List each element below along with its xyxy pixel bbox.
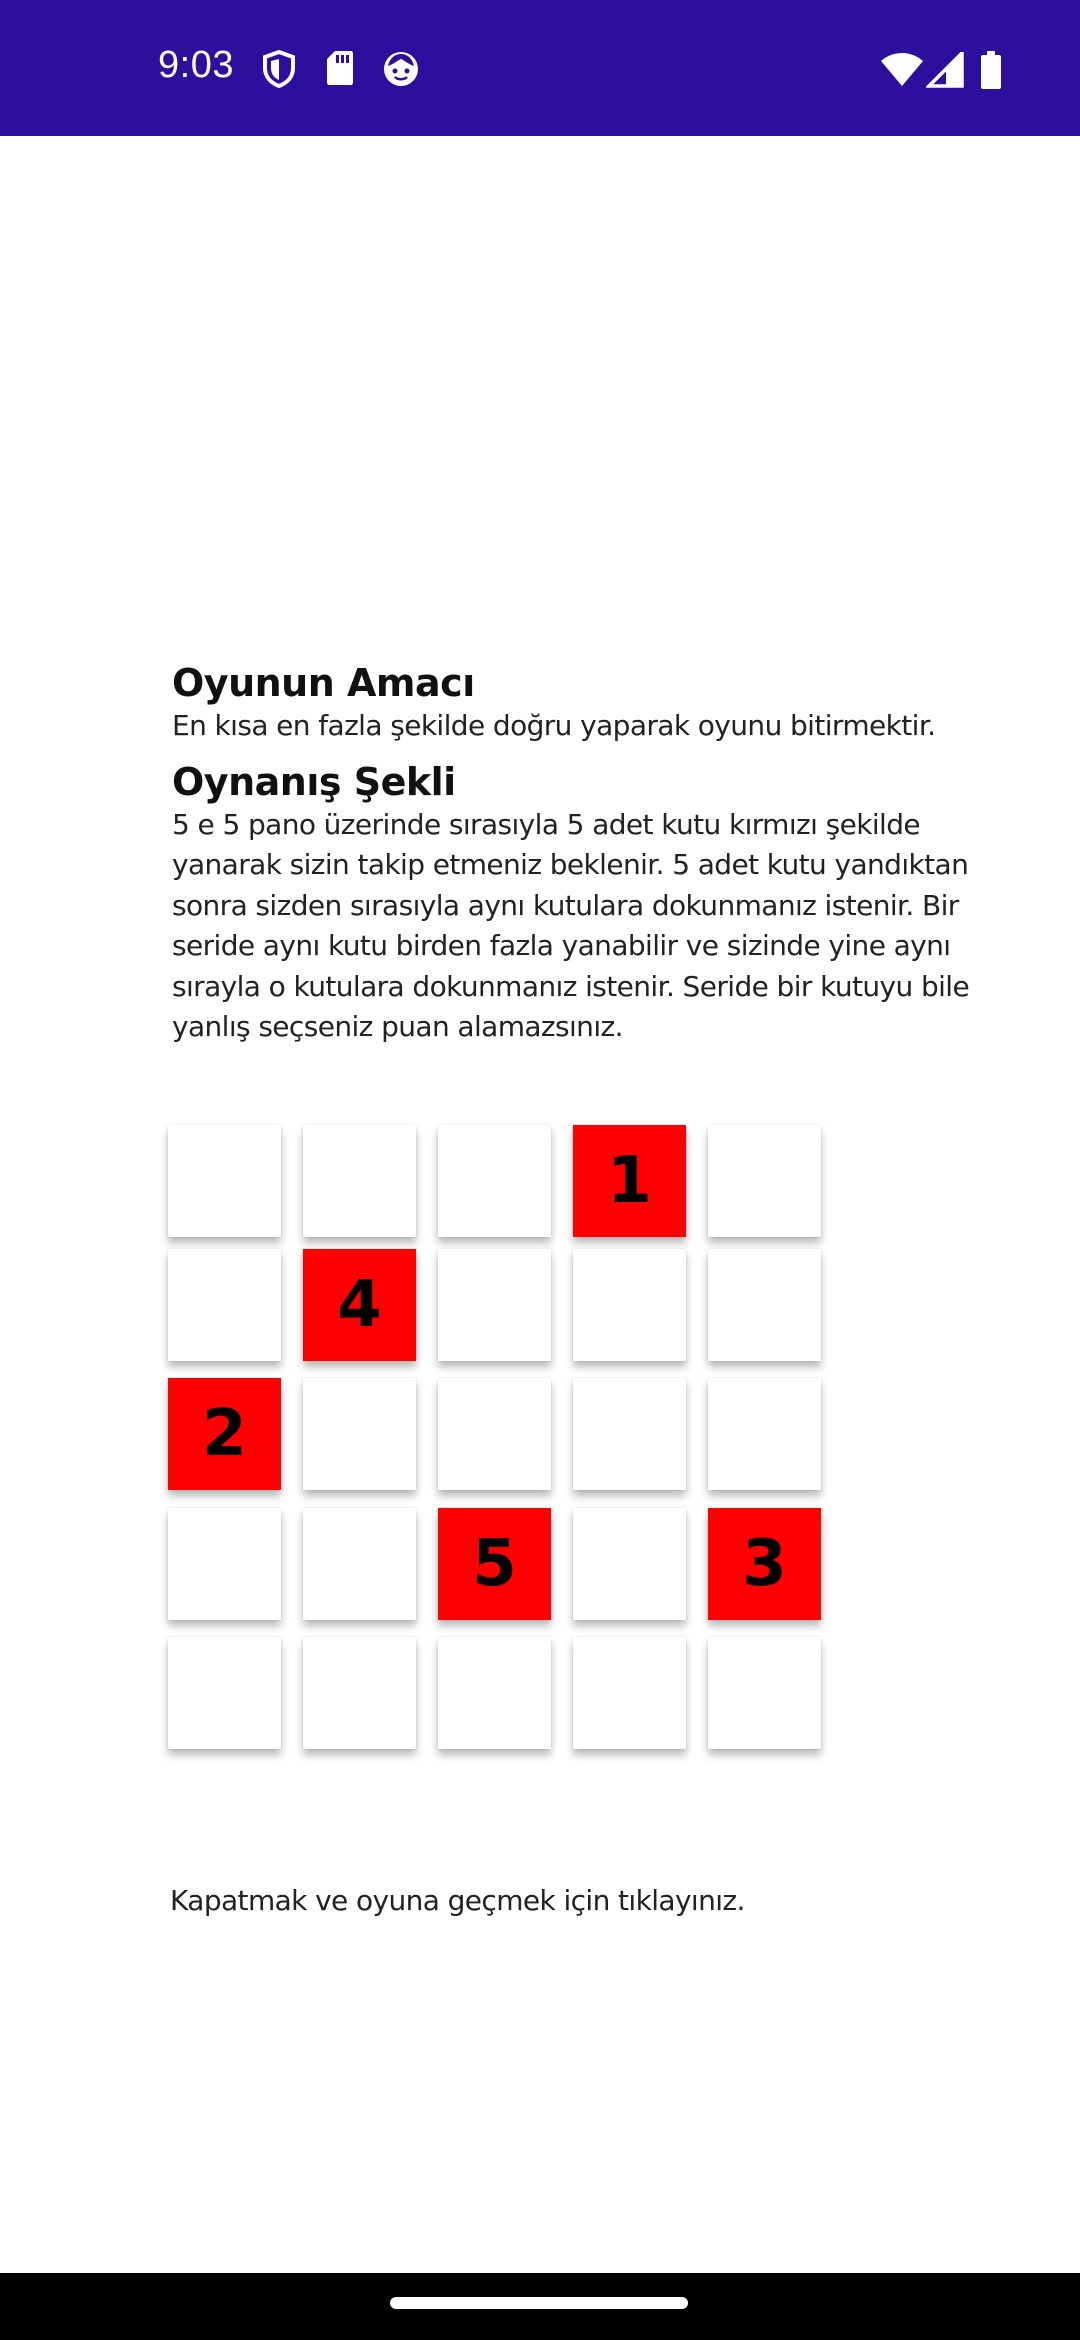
status-time: 9:03 xyxy=(158,44,234,86)
board-tile[interactable] xyxy=(438,1637,551,1749)
board-tile[interactable] xyxy=(438,1249,551,1361)
board-tile[interactable] xyxy=(303,1637,416,1749)
howto-text: 5 e 5 pano üzerinde sırasıyla 5 adet kutu kırmızı şekilde yanarak sizin takip etmeniz beklenir. 5 adet kutu yandıktan sonra sizden sırasıyla aynı kutulara dokunmanız istenir. Bir seride aynı kutu birden fazla yanabilir ve sizinde yine aynı sırayla o kutulara dokunmanız istenir. Seride bir kutuyu bile yanlış seçseniz puan alamazsınız. xyxy=(172,807,970,1043)
board-tile[interactable] xyxy=(573,1378,686,1490)
game-board xyxy=(168,1125,823,1750)
board-tile[interactable]: 4 xyxy=(303,1249,416,1361)
face-icon xyxy=(382,50,420,88)
home-gesture-handle[interactable] xyxy=(390,2297,688,2309)
board-tile[interactable] xyxy=(708,1637,821,1749)
board-tile[interactable] xyxy=(573,1249,686,1361)
board-tile[interactable]: 2 xyxy=(168,1378,281,1490)
board-tile[interactable]: 3 xyxy=(708,1508,821,1620)
board-tile[interactable]: 5 xyxy=(438,1508,551,1620)
board-tile[interactable] xyxy=(168,1125,281,1237)
goal-title: Oyunun Amacı xyxy=(172,661,475,705)
goal-text: En kısa en fazla şekilde doğru yaparak oyunu bitirmektir. xyxy=(172,709,936,742)
status-bar xyxy=(0,0,1080,136)
board-tile[interactable]: 1 xyxy=(573,1125,686,1237)
signal-icon xyxy=(926,52,964,88)
board-tile[interactable] xyxy=(303,1378,416,1490)
shield-icon xyxy=(262,50,296,88)
close-hint-link[interactable]: Kapatmak ve oyuna geçmek için tıklayınız. xyxy=(170,1884,745,1917)
board-tile[interactable] xyxy=(438,1125,551,1237)
howto-title: Oynanış Şekli xyxy=(172,759,456,804)
board-tile[interactable] xyxy=(573,1637,686,1749)
board-tile[interactable] xyxy=(708,1125,821,1237)
board-tile[interactable] xyxy=(168,1508,281,1620)
board-tile[interactable] xyxy=(438,1378,551,1490)
instructions-panel xyxy=(172,660,992,1060)
board-tile[interactable] xyxy=(168,1249,281,1361)
board-tile[interactable] xyxy=(708,1378,821,1490)
board-tile[interactable] xyxy=(303,1508,416,1620)
battery-icon xyxy=(980,50,1002,90)
board-tile[interactable] xyxy=(708,1249,821,1361)
sd-card-icon xyxy=(326,50,354,86)
wifi-icon xyxy=(880,52,924,88)
board-tile[interactable] xyxy=(303,1125,416,1237)
board-tile[interactable] xyxy=(168,1637,281,1749)
board-tile[interactable] xyxy=(573,1508,686,1620)
